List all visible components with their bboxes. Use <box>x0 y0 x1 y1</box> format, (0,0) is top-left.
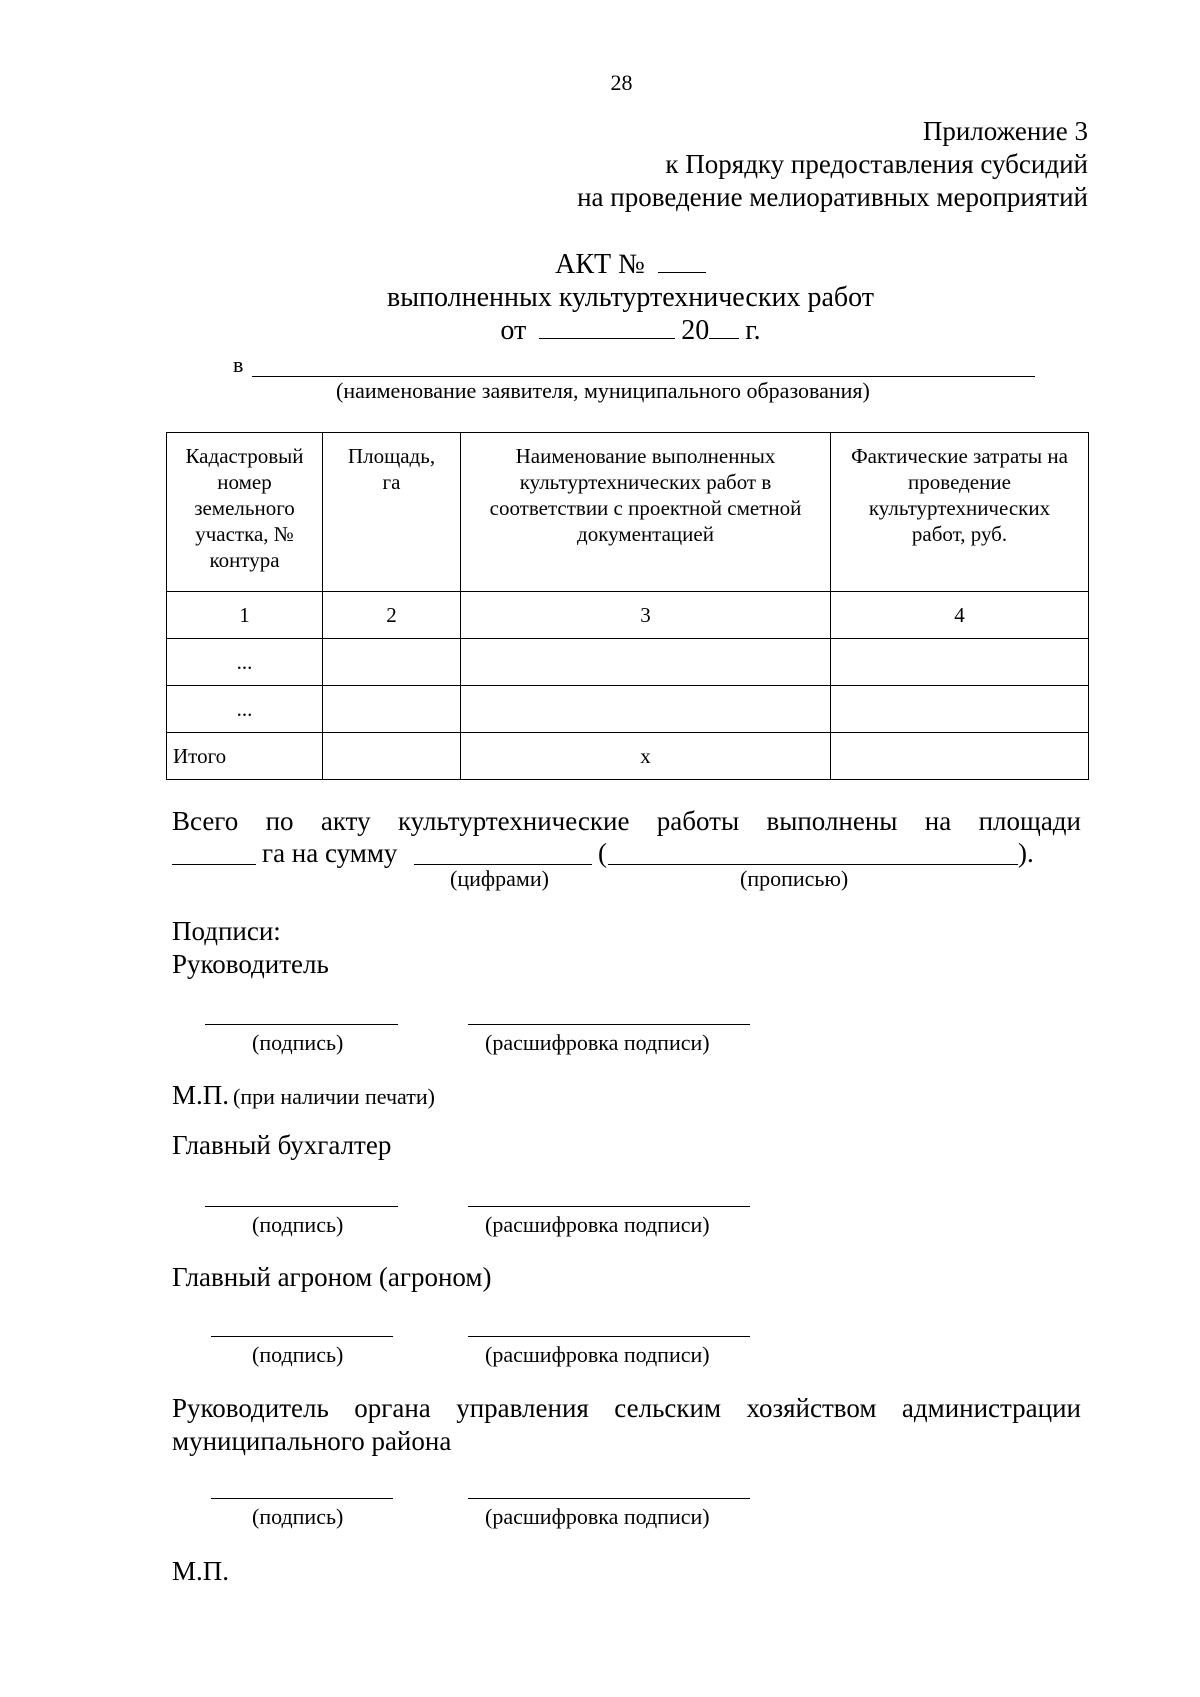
header-cadastral <box>167 433 323 592</box>
act-date <box>0 314 1200 347</box>
decoding-caption: (расшифровка подписи) <box>485 1504 710 1529</box>
seal-line <box>172 1080 435 1111</box>
table-cell[interactable] <box>323 686 461 733</box>
table-cell: x <box>461 733 831 780</box>
digits-caption: (цифрами) <box>450 866 549 891</box>
act-number-blank[interactable] <box>658 248 706 273</box>
act-date-blank[interactable] <box>539 314 675 339</box>
table-cell[interactable] <box>831 733 1089 780</box>
table-cell: ... <box>167 639 323 686</box>
table-cell-total-label: Итого <box>167 733 323 780</box>
signatures-heading: Подписи: <box>172 916 281 946</box>
decoding-caption: (расшифровка подписи) <box>485 1342 710 1367</box>
head-signature-line[interactable] <box>205 1024 398 1025</box>
words-caption: (прописью) <box>740 866 849 891</box>
table-cell[interactable] <box>831 639 1089 686</box>
signature-caption: (подпись) <box>252 1212 344 1237</box>
summary-line-1: Всего по акту культуртехнические работы выполнены на площади <box>172 806 1081 836</box>
agronomist-decoding-line[interactable] <box>468 1336 750 1337</box>
accountant-decoding-line[interactable] <box>468 1206 750 1207</box>
area-input-line[interactable] <box>172 864 256 865</box>
table-cell[interactable] <box>461 639 831 686</box>
accountant-signature-line[interactable] <box>205 1206 398 1207</box>
act-date-year: 20 <box>681 315 710 346</box>
table-cell: 2 <box>323 592 461 639</box>
header-area-text: Площадь, га <box>347 444 436 494</box>
act-subtitle: выполненных культуртехнических работ <box>387 282 874 313</box>
head-title: Руководитель <box>172 949 329 979</box>
head-decoding-line[interactable] <box>468 1024 750 1025</box>
decoding-caption: (расшифровка подписи) <box>485 1212 710 1237</box>
seal-label: М.П. <box>172 1080 230 1110</box>
summary-close-paren: ). <box>1018 838 1034 868</box>
appendix-line-3: на проведение мелиоративных мероприятий <box>577 182 1088 212</box>
header-costs-text: Фактические затраты на проведение культуртехнических работ, руб. <box>851 444 1068 546</box>
place-caption: (наименование заявителя, муниципального образования) <box>336 378 870 403</box>
table-cell: 1 <box>167 592 323 639</box>
final-seal: М.П. <box>172 1556 230 1586</box>
appendix-line-2: к Порядку предоставления субсидий <box>665 149 1088 179</box>
sum-words-input-line[interactable] <box>608 864 1018 865</box>
agri-head-decoding-line[interactable] <box>468 1498 750 1499</box>
place-input-line[interactable] <box>252 376 1035 377</box>
agronomist-signature-line[interactable] <box>211 1336 393 1337</box>
act-title-prefix: АКТ № <box>555 249 645 280</box>
act-title <box>0 248 1200 281</box>
place-prefix: в <box>233 352 244 377</box>
act-date-prefix: от <box>500 315 527 346</box>
works-table <box>166 432 1089 780</box>
agri-head-title: Руководитель органа управления сельским хозяйством администрации муниципального района <box>172 1393 1081 1456</box>
signature-caption: (подпись) <box>252 1342 344 1367</box>
header-costs <box>831 433 1089 592</box>
page-number: 28 <box>610 70 633 95</box>
header-works <box>461 433 831 592</box>
table-total-row <box>167 733 1089 780</box>
agri-head-signature-line[interactable] <box>211 1498 393 1499</box>
appendix-line-1: Приложение 3 <box>922 116 1088 146</box>
signature-caption: (подпись) <box>252 1504 344 1529</box>
chief-agronomist-title: Главный агроном (агроном) <box>172 1262 492 1292</box>
table-cell[interactable] <box>323 639 461 686</box>
summary-ha-label: га на сумму <box>262 838 398 868</box>
header-area <box>323 433 461 592</box>
table-header-row <box>167 433 1089 592</box>
table-number-row <box>167 592 1089 639</box>
table-cell[interactable] <box>831 686 1089 733</box>
sum-digits-input-line[interactable] <box>414 864 592 865</box>
header-cadastral-text: Кадастровый номер земельного участка, № контура <box>185 444 304 572</box>
table-row <box>167 639 1089 686</box>
header-works-text: Наименование выполненных культуртехнических работ в соответствии с проектной сметной документацией <box>489 444 802 546</box>
table-cell: ... <box>167 686 323 733</box>
decoding-caption: (расшифровка подписи) <box>485 1030 710 1055</box>
summary-open-paren: ( <box>598 838 607 868</box>
act-date-suffix: г. <box>745 315 761 346</box>
table-cell[interactable] <box>461 686 831 733</box>
table-cell: 4 <box>831 592 1089 639</box>
chief-accountant-title: Главный бухгалтер <box>172 1130 392 1160</box>
act-year-blank[interactable] <box>709 314 739 339</box>
table-cell[interactable] <box>323 733 461 780</box>
table-row <box>167 686 1089 733</box>
signature-caption: (подпись) <box>252 1030 344 1055</box>
seal-note: (при наличии печати) <box>233 1084 435 1109</box>
table-cell: 3 <box>461 592 831 639</box>
